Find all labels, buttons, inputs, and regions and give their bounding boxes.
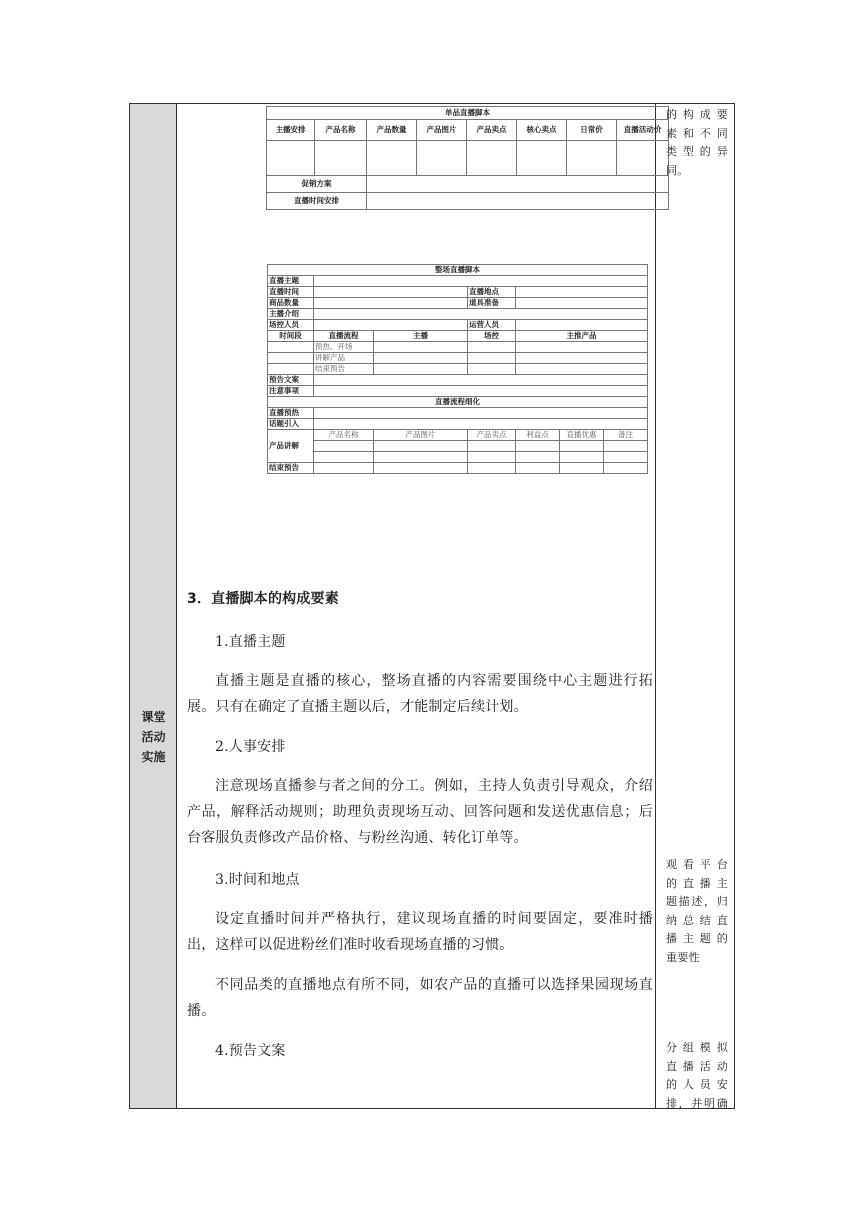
table-cell: 直播时间安排 <box>267 193 367 210</box>
note-composition <box>666 106 728 180</box>
note-line: 的直播主 <box>666 876 728 890</box>
note-line: 分组模拟 <box>666 1041 728 1054</box>
table-cell: 预热、开场 <box>314 342 374 353</box>
note-line: 素和不同 <box>666 126 728 140</box>
table-header: 日常价 <box>567 120 617 141</box>
table-cell: 讲解产品 <box>314 353 374 364</box>
note-line: 类型的异 <box>666 145 728 158</box>
note-line: 观看平台 <box>666 858 728 871</box>
note-line: 播主题的 <box>666 932 728 945</box>
table-header: 产品卖点 <box>468 430 516 441</box>
table-header: 产品图片 <box>417 120 467 141</box>
paragraph: 不同品类的直播地点有所不同，如农产品的直播可以选择果园现场直播。 <box>187 977 653 1019</box>
table-cell: 结束预告 <box>314 364 374 375</box>
note-line: 的人员安 <box>666 1078 728 1091</box>
table-header: 主播安排 <box>267 120 315 141</box>
table-header: 直播活动价 <box>617 120 669 141</box>
table-cell: 直播主题 <box>268 276 314 287</box>
note-line: 的构成要 <box>666 108 728 121</box>
table-header: 产品名称 <box>314 430 374 441</box>
table-cell: 产品讲解 <box>268 430 314 463</box>
stage-label-line: 实施 <box>141 750 166 764</box>
table-title: 直播流程细化 <box>268 397 648 408</box>
table-cell: 结束预告 <box>268 463 314 474</box>
full-live-script-table <box>267 264 648 474</box>
table-header: 产品图片 <box>374 430 468 441</box>
table-cell: 场控人员 <box>268 320 314 331</box>
single-product-script-table <box>266 106 669 210</box>
table-cell: 预告文案 <box>268 375 314 386</box>
table-cell: 主播介绍 <box>268 309 314 320</box>
item-heading: 4.预告文案 <box>215 1043 286 1059</box>
note-line: 纳总结直 <box>666 913 728 927</box>
table-title: 单品直播脚本 <box>267 107 669 120</box>
note-line: 题描述，归 <box>666 895 728 908</box>
table-cell: 直播时间 <box>268 287 314 298</box>
table-cell: 道具准备 <box>468 298 516 309</box>
table-cell: 话题引入 <box>268 419 314 430</box>
table-header: 产品名称 <box>315 120 367 141</box>
note-staffing <box>666 1039 728 1113</box>
note-line: 重要性 <box>666 950 700 964</box>
table-header: 直播流程 <box>314 331 374 342</box>
paragraph: 设定直播时间并严格执行，建议现场直播的时间要固定，要准时播出，这样可以促进粉丝们准时收看现场直播的习惯。 <box>187 911 653 953</box>
section-heading: 3．直播脚本的构成要素 <box>187 591 339 607</box>
table-header: 备注 <box>604 430 648 441</box>
table-cell: 运营人员 <box>468 320 516 331</box>
note-line: 同。 <box>666 163 689 177</box>
note-theme <box>666 856 728 967</box>
note-line: 直播活动 <box>666 1059 728 1073</box>
table-header: 利益点 <box>516 430 560 441</box>
table-cell: 直播预热 <box>268 408 314 419</box>
item-heading: 1.直播主题 <box>215 634 286 650</box>
table-cell: 直播地点 <box>468 287 516 298</box>
item-heading: 2.人事安排 <box>215 739 286 755</box>
table-header: 直播优惠 <box>560 430 604 441</box>
table-header: 场控 <box>468 331 516 342</box>
table-header: 产品卖点 <box>467 120 517 141</box>
table-header: 时间段 <box>268 331 314 342</box>
stage-label-line: 课堂 <box>141 710 166 724</box>
paragraph: 注意现场直播参与者之间的分工。例如，主持人负责引导观众，介绍产品，解释活动规则；助理负责现场互动、回答问题和发送优惠信息；后台客服负责修改产品价格、与粉丝沟通、转化订单等。 <box>187 778 653 846</box>
table-cell: 商品数量 <box>268 298 314 309</box>
table-title: 整场直播脚本 <box>268 265 648 276</box>
notes-column <box>656 104 735 1108</box>
table-header: 主推产品 <box>516 331 648 342</box>
stage-label-line: 活动 <box>141 730 166 744</box>
table-header: 核心卖点 <box>517 120 567 141</box>
item-heading: 3.时间和地点 <box>215 872 300 888</box>
note-line: 排，并明确 <box>666 1096 728 1110</box>
table-header: 产品数量 <box>367 120 417 141</box>
table-header: 主播 <box>374 331 468 342</box>
table-cell: 促销方案 <box>267 176 367 193</box>
stage-label <box>130 707 177 767</box>
stage-column <box>130 104 177 1108</box>
paragraph: 直播主题是直播的核心，整场直播的内容需要围绕中心主题进行拓展。只有在确定了直播主题以后，才能制定后续计划。 <box>187 673 653 715</box>
table-cell: 注意事项 <box>268 386 314 397</box>
